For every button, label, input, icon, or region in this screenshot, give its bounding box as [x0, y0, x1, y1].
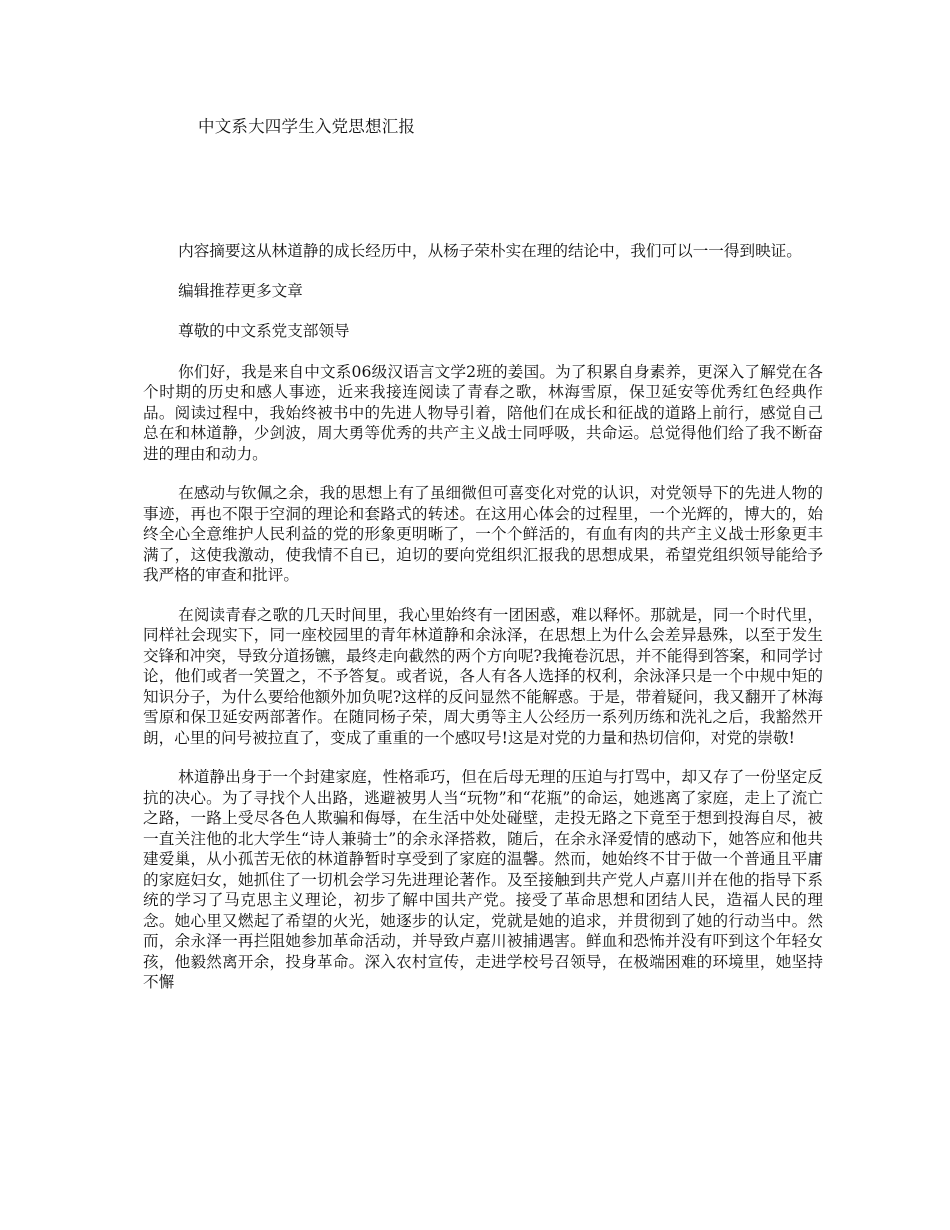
body-paragraph: 在感动与钦佩之余，我的思想上有了虽细微但可喜变化对党的认识，对党领导下的先进人物的事迹，再也不限于空洞的理论和套路式的转述。在这用心体会的过程里，一个光辉的，博大的，始终全心全意维护人民利益的党的形象更明晰了，一个个鲜活的，有血有肉的共产主义战士形象更丰满了，这使我激动，使我情不自已，迫切的要向党组织汇报我的思想成果，希望党组织领导能给予我严格的审查和批评。 — [143, 484, 823, 584]
salutation: 尊敬的中文系党支部领导 — [178, 322, 350, 340]
body-paragraph: 林道静出身于一个封建家庭，性格乖巧，但在后母无理的压迫与打骂中，却又存了一份坚定反抗的决心。为了寻找个人出路，逃避被男人当“玩物”和“花瓶”的命运，她逃离了家庭，走上了流亡之路，一路上受尽各色人欺骗和侮辱，在生活中处处碰壁，走投无路之下竟至于想到投海自尽，被一直关注他的北大学生“诗人兼骑士”的余永泽搭救，随后，在余永泽爱情的感动下，她答应和他共建爱巢，从小孤苦无依的林道静暂时享受到了家庭的温馨。然而，她始终不甘于做一个普通且平庸的家庭妇女，她抓住了一切机会学习先进理论著作。及至接触到共产党人卢嘉川并在他的指导下系统的学习了马克思主义理论，初步了解中国共产党。接受了革命思想和团结人民，造福人民的理念。她心里又燃起了希望的火光，她逐步的认定，党就是她的追求，并贯彻到了她的行动当中。然而，余永泽一再拦阻她参加革命活动，并导致卢嘉川被捕遇害。鲜血和恐怖并没有吓到这个年轻女孩，他毅然离开余，投身革命。深入农村宣传，走进学校号召领导，在极端困难的环境里，她坚持不懈 — [143, 768, 823, 991]
recommended-articles-link[interactable]: 编辑推荐更多文章 — [178, 281, 303, 300]
document-body — [143, 241, 823, 1012]
document-title: 中文系大四学生入党思想汇报 — [198, 117, 416, 136]
abstract-paragraph: 内容摘要这从林道静的成长经历中，从杨子荣朴实在理的结论中，我们可以一一得到映证。 — [178, 242, 802, 260]
body-paragraph: 你们好，我是来自中文系06级汉语言文学2班的姜国。为了积累自身素养，更深入了解党在各个时期的历史和感人事迹，近来我接连阅读了青春之歌，林海雪原，保卫延安等优秀红色经典作品。阅读过程中，我始终被书中的先进人物导引着，陪他们在成长和征战的道路上前行，感觉自己总在和林道静，少剑波，周大勇等优秀的共产主义战士同呼吸，共命运。总觉得他们给了我不断奋进的理由和动力。 — [143, 362, 823, 463]
body-paragraph: 在阅读青春之歌的几天时间里，我心里始终有一团困惑，难以释怀。那就是，同一个时代里，同样社会现实下，同一座校园里的青年林道静和余泳泽，在思想上为什么会差异悬殊，以至于发生交锋和冲突，导致分道扬镳，最终走向截然的两个方向呢?我掩卷沉思，并不能得到答案，和同学讨论，他们或者一笑置之，不予答复。或者说，各人有各人选择的权利，余泳泽只是一个中规中矩的知识分子，为什么要给他额外加负呢?这样的反问显然不能解惑。于是，带着疑问，我又翻开了林海雪原和保卫延安两部著作。在随同杨子荣，周大勇等主人公经历一系列历练和洗礼之后，我豁然开朗，心里的问号被拉直了，变成了重重的一个感叹号!这是对党的力量和热切信仰，对党的崇敬! — [143, 605, 823, 747]
